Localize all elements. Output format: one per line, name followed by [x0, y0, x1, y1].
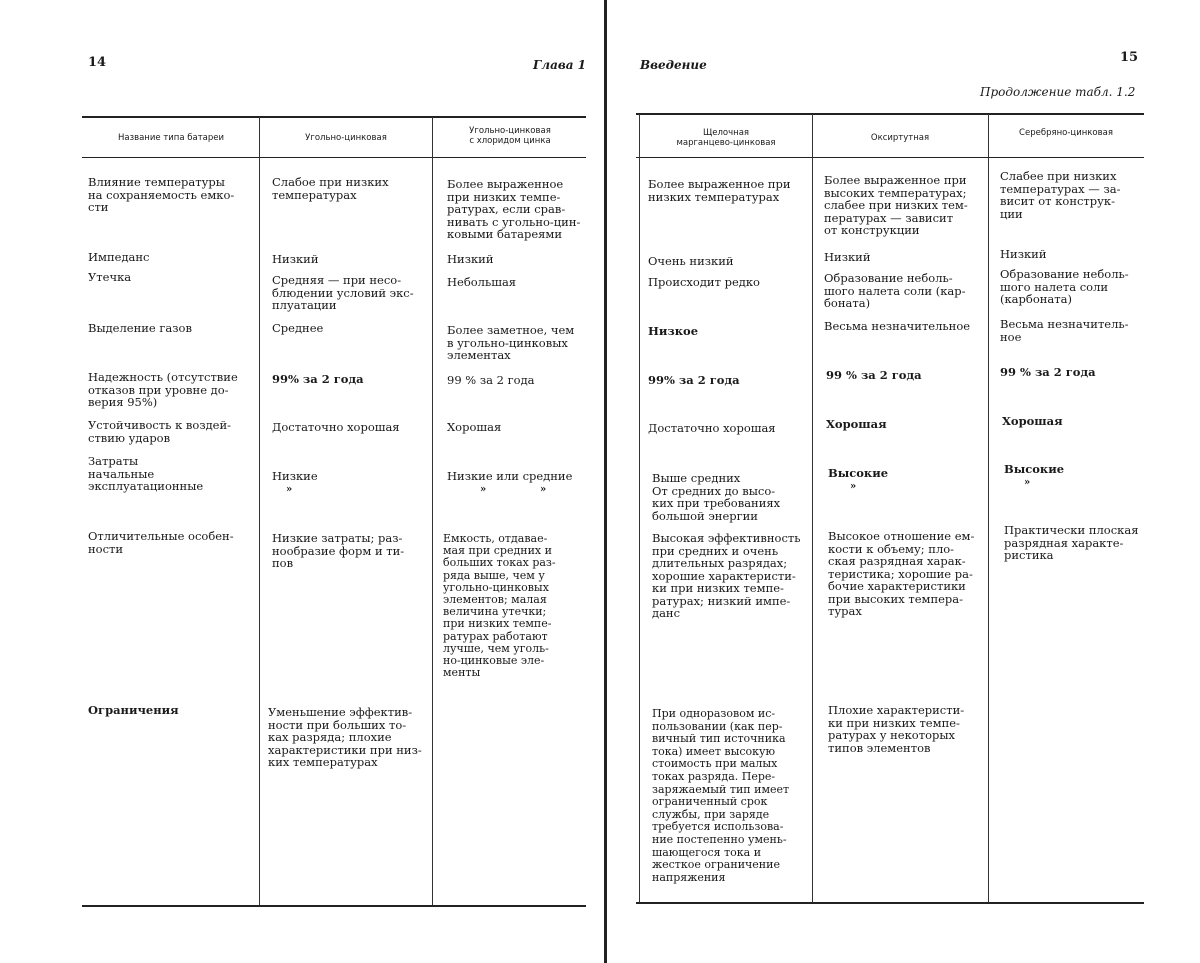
- table-header-rule: [82, 157, 586, 158]
- table-cell: Хорошая: [447, 420, 502, 434]
- table-cell: Достаточно хорошая: [648, 421, 776, 435]
- table-cell: Происходит редко: [648, 275, 760, 289]
- table-cell: Устойчивость к воздей- ствию ударов: [88, 418, 232, 445]
- page-number: 15: [1120, 50, 1139, 65]
- table-cell: 99% за 2 года: [272, 372, 364, 386]
- table-cell: Среднее: [272, 321, 324, 335]
- table-cell: Весьма незначитель- ное: [1000, 317, 1129, 344]
- table-cell: Средняя — при несо- блюдении условий экс- плуатации: [272, 273, 414, 312]
- table-top-rule: [82, 116, 586, 118]
- table-cell: Отличительные особен- ности: [88, 529, 234, 556]
- table-cell: Уменьшение эффектив- ности при больших то- ках разряда; плохие характеристики при низ- ких температурах: [268, 705, 422, 769]
- table-cell: Более выраженное при высоких температурах; слабее при низких тем- пературах — зависит от конструкции: [824, 173, 968, 237]
- table-cell: Высокие: [828, 466, 889, 480]
- table-cell: Низкий: [272, 252, 319, 266]
- table-header: Угольно-цинковая с хлоридом цинка: [469, 126, 551, 146]
- column-divider: [812, 114, 813, 902]
- table-cell: Более выраженное при низких темпе- ратурах, если срав- нивать с угольно-цин- ковыми батареями: [447, 177, 581, 241]
- table-cell: 99 % за 2 года: [447, 373, 535, 387]
- table-header: Щелочная марганцево-цинковая: [676, 128, 776, 148]
- table-cell: 99 % за 2 года: [1000, 365, 1096, 379]
- ditto-mark: »: [540, 484, 547, 495]
- table-cell: Низкие или средние: [447, 469, 573, 483]
- table-cell: Низкие: [272, 469, 318, 483]
- table-header: Оксиртутная: [870, 133, 930, 143]
- page-number: 14: [88, 55, 107, 70]
- column-divider: [639, 114, 640, 902]
- table-header: Угольно-цинковая: [305, 133, 387, 143]
- column-divider: [988, 114, 989, 902]
- table-cell: Образование неболь- шого налета соли (кар- боната): [824, 271, 966, 310]
- table-cell: Низкий: [447, 252, 494, 266]
- table-cell: Ограничения: [88, 703, 179, 717]
- table-top-rule: [636, 113, 1144, 115]
- page-gutter: [604, 0, 607, 963]
- table-cell: Высокое отношение ем- кости к объему; пло- ская разрядная харак- теристика; хорошие ра- бочие характеристики при высоких темпера- турах: [828, 529, 975, 618]
- table-cell: Низкий: [1000, 247, 1047, 261]
- table-cell: Затраты начальные эксплуатационные: [88, 454, 204, 493]
- table-cell: Хорошая: [1002, 414, 1063, 428]
- table-cell: Плохие характеристи- ки при низких темпе- ратурах у некоторых типов элементов: [828, 703, 965, 755]
- table-cell: Выделение газов: [88, 321, 192, 335]
- table-cell: Надежность (отсутствие отказов при уровне до- верия 95%): [88, 370, 238, 409]
- table-cell: Низкий: [824, 250, 871, 264]
- running-head: Введение: [640, 58, 707, 72]
- table-cell: Слабее при низких температурах — за- висит от конструк- ции: [1000, 169, 1121, 221]
- table-continuation: Продолжение табл. 1.2: [980, 85, 1136, 99]
- table-cell: Слабое при низких температурах: [272, 175, 389, 202]
- table-cell: Высокие: [1004, 462, 1065, 476]
- table-cell: Импеданс: [88, 250, 150, 264]
- table-cell: Емкость, отдавае- мая при средних и больших токах раз- ряда выше, чем у угольно-цинковых элементов; малая величина утечки; при низких темпе- ратурах работают лучше, чем уголь- но-цинковые эле- менты: [443, 532, 556, 680]
- table-cell: Утечка: [88, 270, 132, 284]
- table-cell: Выше средних От средних до высо- ких при требованиях большой энергии: [652, 471, 781, 523]
- ditto-mark: »: [1024, 477, 1031, 488]
- ditto-mark: »: [850, 481, 857, 492]
- table-cell: Влияние температуры на сохраняемость емко- сти: [88, 175, 235, 214]
- table-header-rule: [636, 157, 1144, 158]
- table-cell: Достаточно хорошая: [272, 420, 400, 434]
- running-head: Глава 1: [533, 58, 587, 72]
- table-bottom-rule: [636, 902, 1144, 904]
- table-cell: 99% за 2 года: [648, 373, 740, 387]
- ditto-mark: »: [286, 484, 293, 495]
- table-cell: Низкие затраты; раз- нообразие форм и ти- пов: [272, 531, 405, 570]
- table-cell: Хорошая: [826, 417, 887, 431]
- table-cell: 99 % за 2 года: [826, 368, 922, 382]
- table-cell: Небольшая: [447, 275, 517, 289]
- ditto-mark: »: [480, 484, 487, 495]
- table-cell: Практически плоская разрядная характе- ристика: [1004, 523, 1139, 562]
- table-cell: Высокая эффективность при средних и очень длительных разрядах; хорошие характеристи- ки при низких темпе- ратурах; низкий импе- данс: [652, 531, 801, 620]
- table-cell: Образование неболь- шого налета соли (карбоната): [1000, 267, 1129, 306]
- column-divider: [259, 117, 260, 905]
- table-header: Название типа батареи: [117, 133, 225, 143]
- table-cell: Низкое: [648, 324, 699, 338]
- table-cell: При одноразовом ис- пользовании (как пер- вичный тип источника тока) имеет высокую стоимость при малых токах разряда. Пере- заряжаемый тип имеет ограниченный срок службы, при заряде требуется использова- ние постепенно умень- шающегося тока и жесткое ограничение напряжения: [652, 707, 790, 884]
- table-header: Серебряно-цинковая: [1019, 128, 1113, 138]
- table-bottom-rule: [82, 905, 586, 907]
- table-cell: Более выраженное при низких температурах: [648, 177, 791, 204]
- table-cell: Очень низкий: [648, 254, 734, 268]
- table-cell: Весьма незначительное: [824, 319, 971, 333]
- column-divider: [432, 117, 433, 905]
- table-cell: Более заметное, чем в угольно-цинковых элементах: [447, 323, 575, 362]
